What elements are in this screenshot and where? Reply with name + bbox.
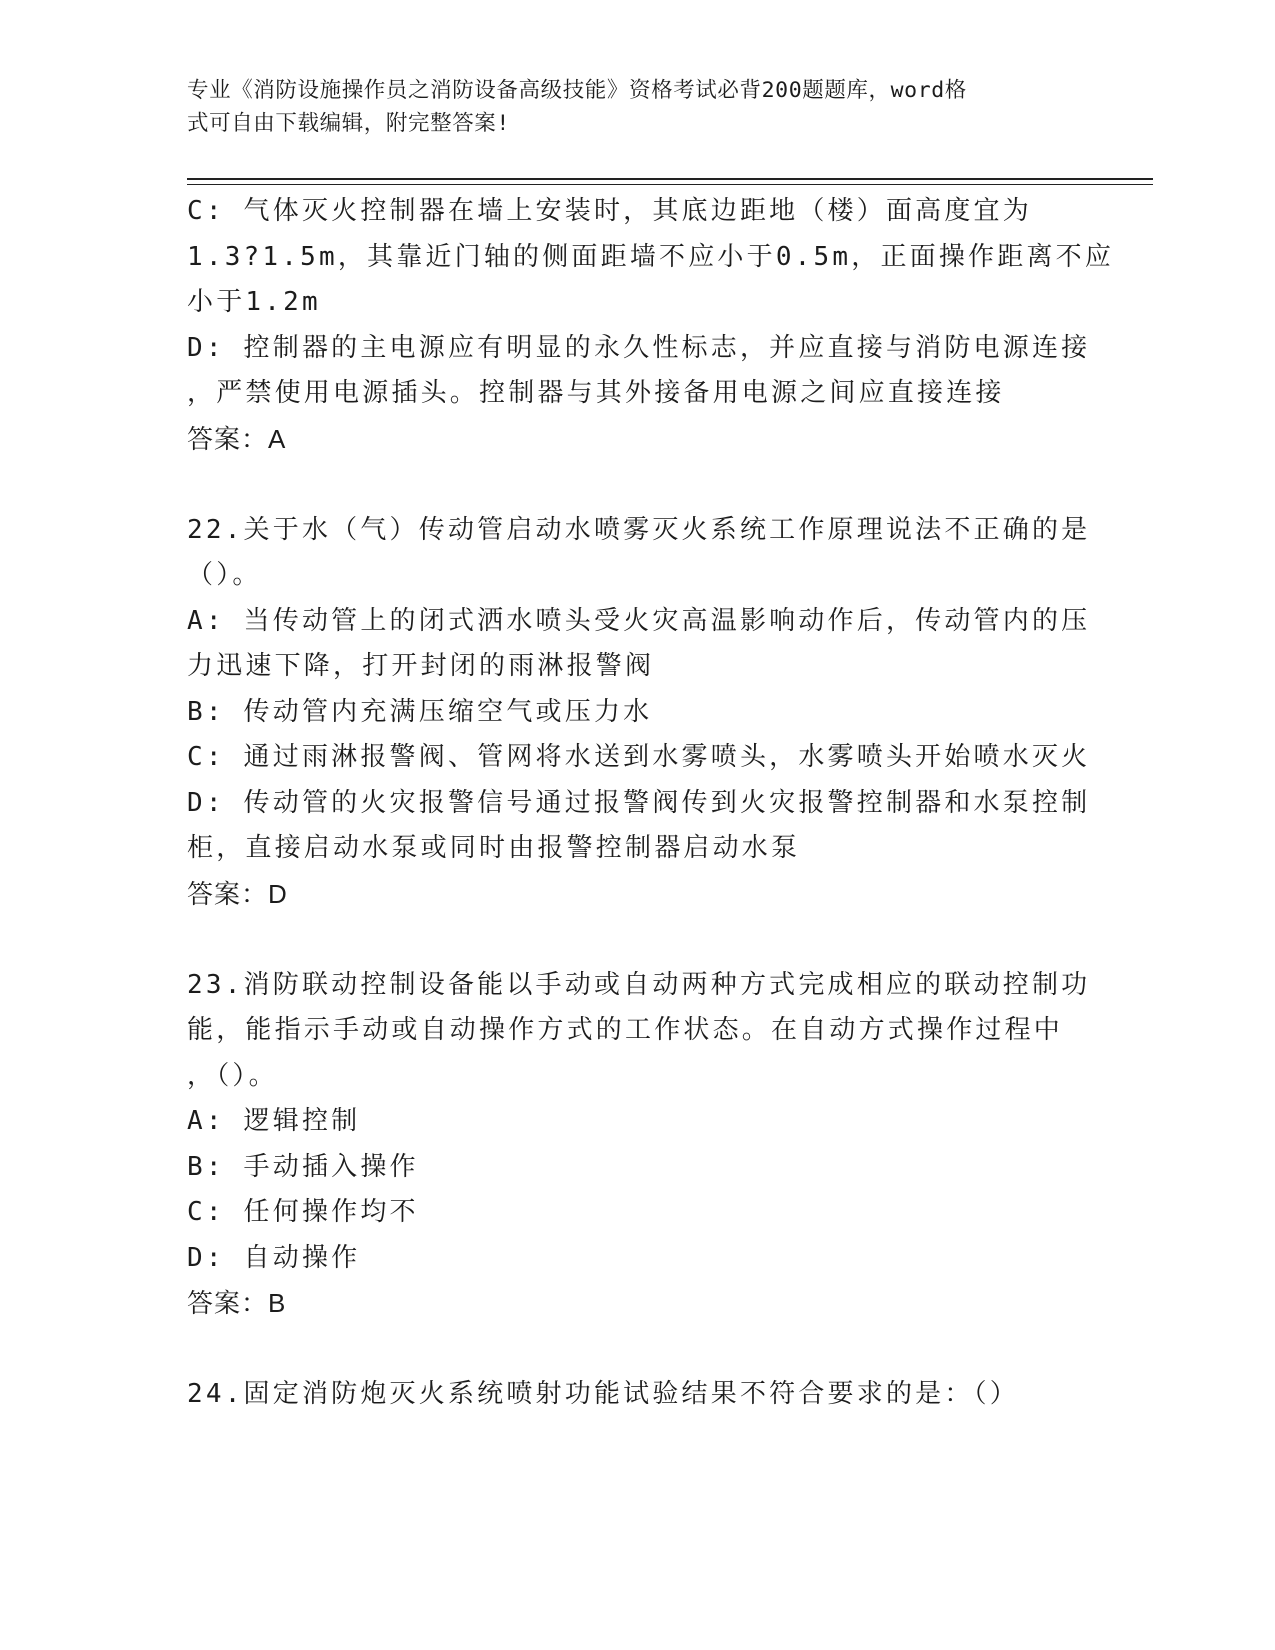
answer-label: 答案：A — [187, 423, 287, 454]
option-d-line: ，严禁使用电源插头。控制器与其外接备用电源之间应直接连接 — [187, 378, 1005, 408]
option-c: C: 任何操作均不 — [187, 1197, 419, 1227]
question-stem-line: 22.关于水（气）传动管启动水喷雾灭火系统工作原理说法不正确的是 — [187, 514, 1091, 545]
header-divider-thick — [187, 178, 1153, 180]
spacer — [187, 1327, 1087, 1373]
option-c-line: 1.3?1.5m，其靠近门轴的侧面距墙不应小于0.5m，正面操作距离不应 — [187, 241, 1115, 272]
question-stem-line: （）。 — [187, 560, 262, 590]
document-header — [187, 74, 1067, 140]
question-22 — [187, 508, 1091, 918]
question-list — [187, 189, 1115, 1418]
question-24 — [187, 1372, 1087, 1418]
option-b: B: 手动插入操作 — [187, 1151, 419, 1182]
option-d-line: D: 控制器的主电源应有明显的永久性标志，并应直接与消防电源连接 — [187, 332, 1091, 363]
option-d-line: 柜，直接启动水泵或同时由报警控制器启动水泵 — [187, 833, 801, 863]
option-a-line: 力迅速下降，打开封闭的雨淋报警阀 — [187, 651, 655, 681]
question-stem-line: 23.消防联动控制设备能以手动或自动两种方式完成相应的联动控制功 — [187, 969, 1091, 1000]
option-a-line: A: 当传动管上的闭式洒水喷头受火灾高温影响动作后，传动管内的压 — [187, 605, 1091, 636]
question-23 — [187, 963, 1091, 1327]
option-d: D: 自动操作 — [187, 1242, 361, 1273]
option-c: C: 通过雨淋报警阀、管网将水送到水雾喷头，水雾喷头开始喷水灭火 — [187, 742, 1091, 772]
question-stem-line: 24.固定消防炮灭火系统喷射功能试验结果不符合要求的是：（） — [187, 1379, 1019, 1409]
question-stem-line: ，（）。 — [187, 1060, 278, 1091]
question-stem-line: 能，能指示手动或自动操作方式的工作状态。在自动方式操作过程中 — [187, 1015, 1064, 1045]
option-b: B: 传动管内充满压缩空气或压力水 — [187, 696, 653, 727]
spacer — [187, 462, 1087, 508]
header-line-2: 式可自由下载编辑，附完整答案! — [187, 111, 510, 136]
question-21-tail — [187, 189, 1115, 462]
answer-label: 答案：D — [187, 878, 288, 909]
header-line-1: 专业《消防设施操作员之消防设备高级技能》资格考试必背200题题库，word格 — [187, 78, 967, 103]
spacer — [187, 917, 1087, 963]
option-d-line: D: 传动管的火灾报警信号通过报警阀传到火灾报警控制器和水泵控制 — [187, 787, 1091, 818]
option-c-line: 小于1.2m — [187, 287, 321, 317]
option-a: A: 逻辑控制 — [187, 1106, 361, 1136]
answer-label: 答案：B — [187, 1288, 287, 1318]
header-divider-thin — [187, 184, 1153, 185]
option-c-line: C: 气体灭火控制器在墙上安装时，其底边距地（楼）面高度宜为 — [187, 196, 1032, 226]
